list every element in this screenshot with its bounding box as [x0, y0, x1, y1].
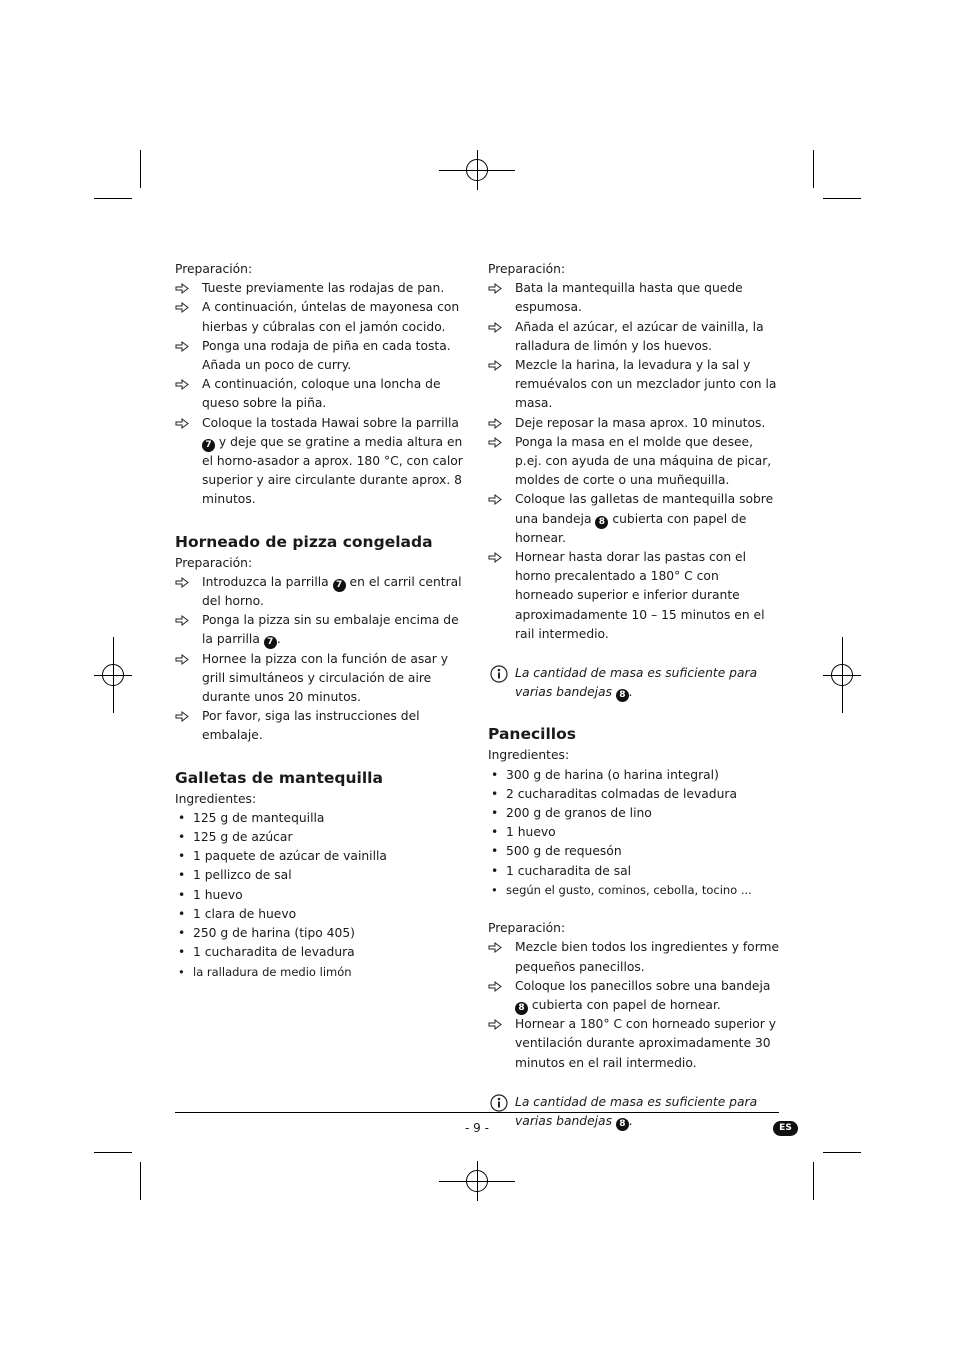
pizza-steps [175, 573, 467, 746]
list-item: • 500 g de requesón [491, 844, 622, 859]
info-icon [490, 1094, 508, 1112]
arrow-icon [175, 283, 189, 294]
arrow-icon [488, 418, 502, 429]
step-item: Deje reposar la masa aprox. 10 minutos. [488, 414, 780, 433]
arrow-icon [488, 552, 502, 563]
arrow-icon [488, 494, 502, 505]
info-note: La cantidad de masa es suficiente para varias bandejas 8 . [488, 664, 780, 702]
page-number: - 9 - [465, 1121, 489, 1135]
step-item: Ponga la pizza sin su embalaje encima de la parrilla 7 . [175, 611, 467, 649]
arrow-icon [175, 711, 189, 722]
galletas-ingredients [175, 809, 467, 982]
list-item: • 1 paquete de azúcar de vainilla [178, 849, 387, 864]
section-title-galletas: Galletas de mantequilla [175, 768, 383, 787]
arrow-icon [488, 981, 502, 992]
section-title-pizza: Horneado de pizza congelada [175, 532, 433, 551]
list-item: • 2 cucharaditas colmadas de levadura [491, 786, 737, 801]
part-number-badge: 8 [616, 1118, 629, 1131]
step-item: Introduzca la parrilla 7 en el carril central del horno. [175, 573, 467, 611]
step-item: Coloque los panecillos sobre una bandeja 8 cubierta con papel de hornear. [488, 977, 780, 1015]
step-item: Bata la mantequilla hasta que quede espumosa. [488, 279, 780, 317]
arrow-icon [175, 379, 189, 390]
list-item: • 1 huevo [178, 887, 243, 902]
panecillos-steps [488, 938, 780, 1072]
step-item: Hornee la pizza con la función de asar y grill simultáneos y circulación de aire durante unos 20 minutos. [175, 650, 467, 708]
step-item: Coloque las galletas de mantequilla sobre una bandeja 8 cubierta con papel de hornear. [488, 490, 780, 548]
arrow-icon [488, 360, 502, 371]
part-number-badge: 8 [595, 516, 608, 529]
right-column [488, 260, 780, 1131]
list-item: • 1 cucharadita de levadura [178, 945, 355, 960]
arrow-icon [488, 437, 502, 448]
list-item: • 300 g de harina (o harina integral) [491, 767, 719, 782]
hawai-steps [175, 279, 467, 509]
step-item: Mezcle la harina, la levadura y la sal y remuévalos con un mezclador junto con la masa. [488, 356, 780, 414]
panecillos-ingredients [488, 766, 780, 900]
list-item: • 125 g de azúcar [178, 830, 293, 845]
list-item: • la ralladura de medio limón [178, 964, 352, 979]
info-icon [490, 665, 508, 683]
list-item: • 125 g de mantequilla [178, 810, 325, 825]
arrow-icon [175, 341, 189, 352]
arrow-icon [175, 577, 189, 588]
list-item: • 1 huevo [491, 825, 556, 840]
part-number-badge: 7 [333, 579, 346, 592]
section-title-panecillos: Panecillos [488, 725, 576, 744]
list-item: • según el gusto, cominos, cebolla, tocino ... [491, 882, 752, 897]
step-item: Hornear a 180° C con horneado superior y ventilación durante aproximadamente 30 minutos en el rail intermedio. [488, 1015, 780, 1073]
arrow-icon [175, 615, 189, 626]
step-item: Ponga una rodaja de piña en cada tosta. Añada un poco de curry. [175, 337, 467, 375]
galletas-steps [488, 279, 780, 644]
arrow-icon [488, 1019, 502, 1030]
arrow-icon [488, 283, 502, 294]
step-item: A continuación, coloque una loncha de queso sobre la piña. [175, 375, 467, 413]
part-number-badge: 8 [515, 1002, 528, 1015]
part-number-badge: 8 [616, 689, 629, 702]
step-item: Por favor, siga las instrucciones del embalaje. [175, 707, 467, 745]
step-item: Tueste previamente las rodajas de pan. [175, 279, 467, 298]
list-item: • 1 cucharadita de sal [491, 863, 632, 878]
step-item: Añada el azúcar, el azúcar de vainilla, la ralladura de limón y los huevos. [488, 318, 780, 356]
ingredients-label: Ingredientes: [488, 748, 570, 763]
part-number-badge: 7 [264, 636, 277, 649]
info-note: La cantidad de masa es suficiente para varias bandejas 8 . [488, 1093, 780, 1131]
preparation-label: Preparación: [488, 262, 566, 276]
arrow-icon [488, 322, 502, 333]
language-badge: ES [773, 1121, 798, 1136]
step-item: A continuación, úntelas de mayonesa con hierbas y cúbralas con el jamón cocido. [175, 298, 467, 336]
preparation-label: Preparación: [175, 555, 253, 570]
ingredients-label: Ingredientes: [175, 791, 257, 806]
part-number-badge: 7 [202, 439, 215, 452]
arrow-icon [175, 654, 189, 665]
step-item: Coloque la tostada Hawai sobre la parrilla 7 y deje que se gratine a media altura en el horno-asador a aprox. 180 °C, con calor superior y aire circulante durante aprox. 8 minutos. [175, 414, 467, 510]
preparation-label: Preparación: [175, 262, 253, 276]
step-item: Mezcle bien todos los ingredientes y forme pequeños panecillos. [488, 938, 780, 976]
list-item: • 250 g de harina (tipo 405) [178, 926, 355, 941]
list-item: • 1 pellizco de sal [178, 868, 292, 883]
left-column [175, 260, 467, 982]
preparation-label: Preparación: [488, 921, 566, 936]
step-item: Hornear hasta dorar las pastas con el horno precalentado a 180° C con horneado superior e inferior durante aproximadamente 10 – 15 minutos en el rail intermedio. [488, 548, 780, 644]
arrow-icon [488, 942, 502, 953]
list-item: • 200 g de granos de lino [491, 806, 652, 821]
arrow-icon [175, 302, 189, 313]
list-item: • 1 clara de huevo [178, 906, 297, 921]
step-item: Ponga la masa en el molde que desee, p.ej. con ayuda de una máquina de picar, moldes de corte o una muñequilla. [488, 433, 780, 491]
footer-divider [175, 1112, 779, 1113]
arrow-icon [175, 418, 189, 429]
